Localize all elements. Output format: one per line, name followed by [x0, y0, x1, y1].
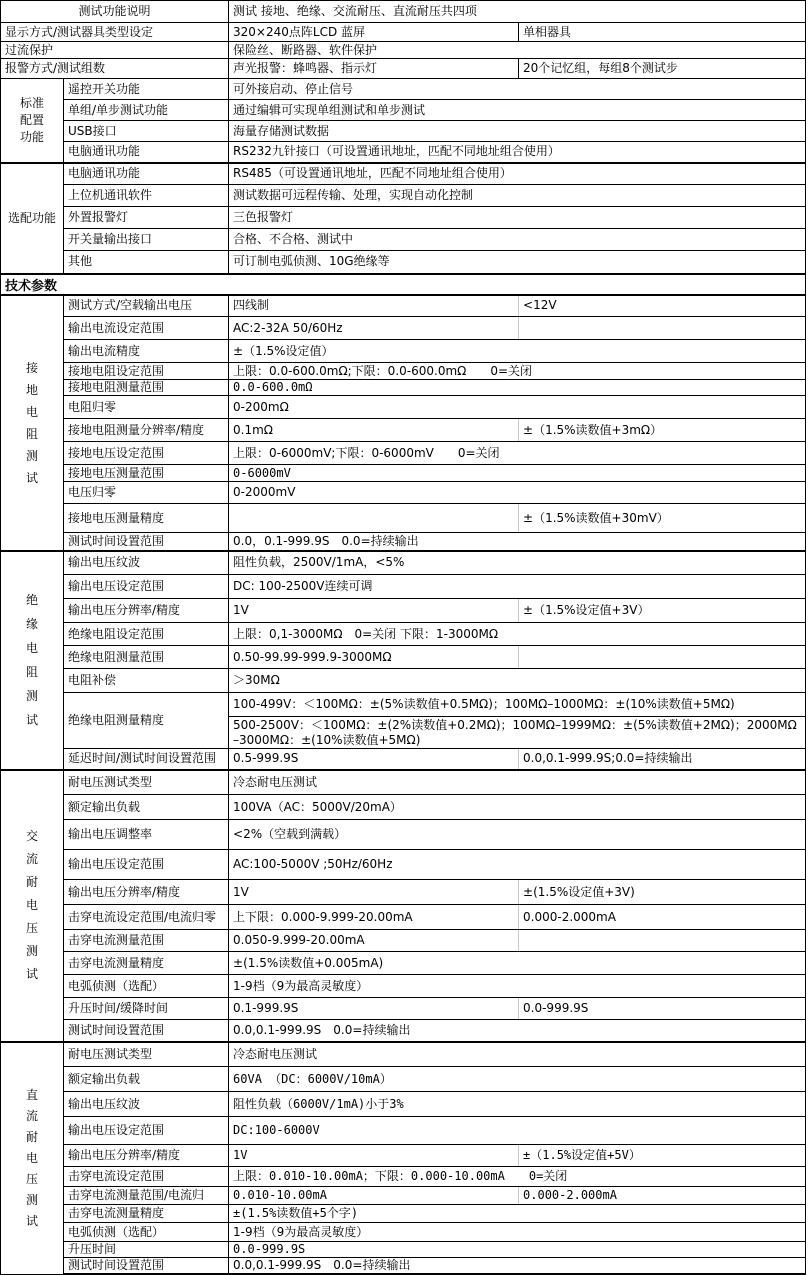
spec-row	[1, 59, 806, 79]
spec-row	[1, 1187, 806, 1205]
value-cell: 1V	[229, 880, 519, 905]
value-cell: DC: 100-2500V连续可调	[229, 575, 806, 599]
spec-row	[1, 42, 806, 59]
spec-row	[1, 646, 806, 669]
value-cell: 保险丝、断路器、软件保护	[229, 42, 806, 59]
row-label-cell: 输出电压分辨率/精度	[64, 599, 229, 623]
spec-row	[1, 1020, 806, 1042]
row-label-cell: 耐电压测试类型	[64, 770, 229, 795]
value2-cell	[519, 930, 806, 952]
section-label-line: 试	[25, 967, 38, 981]
value-cell: ±（1.5%设定值）	[229, 340, 806, 363]
value-cell: 上限：0,1-3000MΩ 0=关闭 下限：1-3000MΩ	[229, 623, 806, 646]
spec-row	[1, 551, 806, 575]
section-label-line: 缘	[25, 617, 38, 631]
value-cell: DC:100-6000V	[229, 1117, 806, 1145]
value-cell: 1V	[229, 599, 519, 623]
row-label-cell: 额定输出负载	[64, 1067, 229, 1092]
value2-cell	[519, 646, 806, 669]
section-label-line: 试	[25, 1213, 38, 1228]
spec-row	[1, 317, 806, 340]
value-cell: 60VA （DC：6000V/10mA）	[229, 1067, 806, 1092]
value2-cell: ±（1.5%读数值+3mΩ）	[519, 419, 806, 442]
spec-row	[1, 207, 806, 229]
row-label-cell: 测试功能说明	[1, 1, 229, 23]
value-cell: 100VA（AC：5000V/20mA）	[229, 795, 806, 820]
value2-cell: ±（1.5%读数值+30mV）	[519, 504, 806, 533]
spec-row	[1, 770, 806, 795]
spec-row	[1, 930, 806, 952]
section-label-line: 绝	[25, 593, 38, 607]
spec-row	[1, 1242, 806, 1258]
section-label-line: 电	[25, 898, 38, 912]
section-label-line: 阻	[25, 426, 38, 441]
value-cell: 320×240点阵LCD 蓝屏	[229, 23, 519, 42]
spec-row	[1, 185, 806, 207]
row-label-cell: 绝缘电阻测量范围	[64, 646, 229, 669]
section-label-line: 电	[25, 1150, 38, 1165]
spec-row	[1, 1145, 806, 1167]
spec-row	[1, 820, 806, 850]
value2-cell: 单相器具	[519, 23, 806, 42]
section-label-line: 选配功能	[7, 210, 56, 225]
section-label-line: 试	[25, 713, 38, 727]
value-cell	[229, 504, 519, 533]
value-cell: 阻性负载（6000V/1mA)小于3%	[229, 1092, 806, 1117]
spec-table-body	[1, 1, 806, 1275]
row-label-cell: 接地电压设定范围	[64, 442, 229, 465]
row-label-cell: 接地电阻测量范围	[64, 380, 229, 396]
spec-row	[1, 795, 806, 820]
spec-row	[1, 363, 806, 380]
spec-row	[1, 1223, 806, 1242]
row-label-cell: 升压时间/缓降时间	[64, 998, 229, 1020]
spec-row	[1, 163, 806, 185]
row-label-cell: 输出电压调整率	[64, 820, 229, 850]
spec-row	[1, 1205, 806, 1223]
value2-cell: ±（1.5%设定值+3V）	[519, 599, 806, 623]
row-label-cell: 输出电压纹波	[64, 1092, 229, 1117]
section-label-line: 耐	[25, 875, 38, 889]
spec-row	[1, 952, 806, 975]
value-cell: ±(1.5%读数值+5个字)	[229, 1205, 806, 1223]
section-label-cell	[1, 163, 64, 274]
value2-cell: ±(1.5%设定值+3V)	[519, 880, 806, 905]
value-cell: 100-499V：＜100MΩ：±(5%读数值+0.5MΩ)；100MΩ–1000MΩ：±(10%读数值+5MΩ)	[229, 693, 806, 717]
section-label-line: 压	[25, 1171, 38, 1186]
value-cell: 0.0-600.0mΩ	[229, 380, 806, 396]
spec-row	[1, 121, 806, 142]
row-label-cell: 电脑通讯功能	[64, 142, 229, 163]
section-label-line: 交	[25, 829, 38, 843]
row-label-cell: 电弧侦测（选配）	[64, 1223, 229, 1242]
section-label-line: 电	[25, 404, 38, 419]
row-label-cell: 击穿电流测量范围/电流归	[64, 1187, 229, 1205]
spec-row	[1, 749, 806, 770]
value-cell: 上限：0.0-600.0mΩ;下限：0.0-600.0mΩ 0=关闭	[229, 363, 806, 380]
value-cell: 0-2000mV	[229, 482, 806, 504]
row-label-cell: 单组/单步测试功能	[64, 100, 229, 121]
section-label-line: 压	[25, 921, 38, 935]
spec-row	[1, 295, 806, 317]
spec-row	[1, 850, 806, 880]
section-label-line: 测	[25, 448, 38, 463]
value-cell: 阻性负载，2500V/1mA，<5%	[229, 551, 806, 575]
row-label-cell: 击穿电流测量精度	[64, 952, 229, 975]
section-label-line: 流	[25, 1108, 38, 1123]
value-cell: 声光报警：蜂鸣器、指示灯	[229, 59, 519, 79]
spec-row	[1, 79, 806, 100]
value-cell: 可订制电弧侦测、10G绝缘等	[229, 251, 806, 274]
spec-row	[1, 998, 806, 1020]
value-cell: 1-9档（9为最高灵敏度）	[229, 975, 806, 998]
section-label-line: 流	[25, 852, 38, 866]
row-label-cell: 输出电压设定范围	[64, 1117, 229, 1145]
value-cell: 500-2500V：＜100MΩ：±(2%读数值+0.2MΩ)；100MΩ–1999MΩ：±(5%读数值+2MΩ)；2000MΩ–3000MΩ：±(10%读数值+5MΩ)	[229, 717, 806, 749]
value2-cell: 20个记忆组，每组8个测试步	[519, 59, 806, 79]
spec-row	[1, 442, 806, 465]
row-label-cell: 输出电流精度	[64, 340, 229, 363]
value-cell: 冷态耐电压测试	[229, 770, 806, 795]
row-label-cell: 耐电压测试类型	[64, 1042, 229, 1067]
value-cell: 0-200mΩ	[229, 396, 806, 419]
spec-row	[1, 975, 806, 998]
spec-row	[1, 396, 806, 419]
row-label-cell: 电阻归零	[64, 396, 229, 419]
row-label-cell: 其他	[64, 251, 229, 274]
value-cell: AC:100-5000V ;50Hz/60Hz	[229, 850, 806, 880]
section-label-line: 试	[25, 470, 38, 485]
value2-cell: 0.0-999.9S	[519, 998, 806, 1020]
section-label-line: 直	[25, 1087, 38, 1102]
row-label-cell: 接地电压测量范围	[64, 465, 229, 482]
row-label-cell: 输出电流设定范围	[64, 317, 229, 340]
row-label-cell: 输出电压纹波	[64, 551, 229, 575]
section-label-line: 耐	[25, 1129, 38, 1144]
section-label-cell	[1, 295, 64, 551]
row-label-cell: 上位机通讯软件	[64, 185, 229, 207]
spec-row	[1, 623, 806, 646]
value-cell: 0.0,0.1-999.9S 0.0=持续输出	[229, 1020, 806, 1042]
spec-row	[1, 465, 806, 482]
value2-cell	[519, 317, 806, 340]
value-cell: RS232九针接口（可设置通讯地址，匹配不同地址组合使用）	[229, 142, 806, 163]
row-label-cell: 击穿电流测量范围	[64, 930, 229, 952]
value-cell: 0.010-10.00mA	[229, 1187, 519, 1205]
spec-row	[1, 23, 806, 42]
value2-cell: 0.000-2.000mA	[519, 1187, 806, 1205]
value-cell: 通过编辑可实现单组测试和单步测试	[229, 100, 806, 121]
spec-row	[1, 533, 806, 551]
spec-row	[1, 693, 806, 717]
spec-row	[1, 229, 806, 251]
value-cell: AC:2-32A 50/60Hz	[229, 317, 519, 340]
value-cell: 测试 接地、绝缘、交流耐压、直流耐压共四项	[229, 1, 806, 23]
section-label-cell	[1, 79, 64, 163]
spec-row	[1, 1258, 806, 1275]
section-label-line: 阻	[25, 665, 38, 679]
spec-row	[1, 482, 806, 504]
row-label-cell: 测试时间设置范围	[64, 1258, 229, 1275]
value2-cell: 0.0,0.1-999.9S;0.0=持续输出	[519, 749, 806, 770]
value-cell: 冷态耐电压测试	[229, 1042, 806, 1067]
row-label-cell: 绝缘电阻测量精度	[64, 693, 229, 749]
value-cell: 0.50-99.99-999.9-3000MΩ	[229, 646, 519, 669]
value-cell: ±(1.5%读数值+0.005mA)	[229, 952, 806, 975]
value-cell: 上下限：0.000-9.999-20.00mA	[229, 905, 519, 930]
spec-row	[1, 1067, 806, 1092]
row-label-cell: 电弧侦测（选配）	[64, 975, 229, 998]
row-label-cell: USB接口	[64, 121, 229, 142]
value-cell: 合格、不合格、测试中	[229, 229, 806, 251]
row-label-cell: 延迟时间/测试时间设置范围	[64, 749, 229, 770]
row-label-cell: 开关量输出接口	[64, 229, 229, 251]
section-label-line: 电	[25, 641, 38, 655]
row-label-cell: 接地电阻设定范围	[64, 363, 229, 380]
spec-row	[1, 880, 806, 905]
section-label-cell	[1, 770, 64, 1042]
row-label-cell: 电脑通讯功能	[64, 163, 229, 185]
spec-row	[1, 1042, 806, 1067]
section-label-cell	[1, 1042, 64, 1275]
value-cell: 0.0，0.1-999.9S 0.0=持续输出	[229, 533, 806, 551]
row-label-cell: 升压时间	[64, 1242, 229, 1258]
row-label-cell: 输出电压分辨率/精度	[64, 1145, 229, 1167]
value-cell: 三色报警灯	[229, 207, 806, 229]
section-label-line: 标准	[19, 95, 44, 110]
row-label-cell: 输出电压分辨率/精度	[64, 880, 229, 905]
row-label-cell: 电阻补偿	[64, 669, 229, 693]
row-label-cell: 输出电压设定范围	[64, 850, 229, 880]
value-cell: 0.0-999.9S	[229, 1242, 806, 1258]
row-label-cell: 接地电阻测量分辨率/精度	[64, 419, 229, 442]
value-cell: 上限：0.010-10.00mA；下限：0.000-10.00mA 0=关闭	[229, 1167, 806, 1187]
spec-row	[1, 599, 806, 623]
row-label-cell: 击穿电流测量精度	[64, 1205, 229, 1223]
spec-row	[1, 251, 806, 274]
spec-row	[1, 504, 806, 533]
value-cell: <2%（空载到满载）	[229, 820, 806, 850]
section-label-line: 测	[25, 944, 38, 958]
value2-cell: <12V	[519, 295, 806, 317]
spec-row	[1, 905, 806, 930]
spec-row	[1, 100, 806, 121]
value-cell: 0-6000mV	[229, 465, 806, 482]
value2-cell: ±（1.5%设定值+5V）	[519, 1145, 806, 1167]
value-cell: 0.1-999.9S	[229, 998, 519, 1020]
row-label-cell: 过流保护	[1, 42, 229, 59]
section-label-line: 接	[25, 360, 38, 375]
row-label-cell: 击穿电流设定范围/电流归零	[64, 905, 229, 930]
spec-row	[1, 1, 806, 23]
tech-params-row	[1, 274, 806, 295]
value-cell: 0.5-999.9S	[229, 749, 519, 770]
spec-row	[1, 142, 806, 163]
value-cell: 上限：0-6000mV;下限：0-6000mV 0=关闭	[229, 442, 806, 465]
row-label-cell: 输出电压设定范围	[64, 575, 229, 599]
spec-row	[1, 1117, 806, 1145]
row-label-cell: 额定输出负载	[64, 795, 229, 820]
value-cell: 0.1mΩ	[229, 419, 519, 442]
row-label-cell: 绝缘电阻设定范围	[64, 623, 229, 646]
row-label-cell: 外置报警灯	[64, 207, 229, 229]
value-cell: ＞30MΩ	[229, 669, 806, 693]
value-cell: 1V	[229, 1145, 519, 1167]
section-label-line: 配置	[19, 112, 44, 127]
row-label-cell: 测试方式/空载输出电压	[64, 295, 229, 317]
row-label-cell: 电压归零	[64, 482, 229, 504]
section-label-cell	[1, 551, 64, 770]
spec-row	[1, 380, 806, 396]
value2-cell: 0.000-2.000mA	[519, 905, 806, 930]
spec-row	[1, 575, 806, 599]
section-label-line: 测	[25, 1192, 38, 1207]
row-label-cell: 测试时间设置范围	[64, 1020, 229, 1042]
value-cell: 可外接启动、停止信号	[229, 79, 806, 100]
row-label-cell: 测试时间设置范围	[64, 533, 229, 551]
value-cell: 四线制	[229, 295, 519, 317]
spec-row	[1, 669, 806, 693]
row-label-cell: 遥控开关功能	[64, 79, 229, 100]
row-label-cell: 接地电压测量精度	[64, 504, 229, 533]
spec-row	[1, 1092, 806, 1117]
value-cell: 海量存储测试数据	[229, 121, 806, 142]
spec-row	[1, 1167, 806, 1187]
row-label-cell: 击穿电流设定范围	[64, 1167, 229, 1187]
section-label-line: 测	[25, 689, 38, 703]
spec-row	[1, 419, 806, 442]
value-cell: 1-9档（9为最高灵敏度）	[229, 1223, 806, 1242]
section-label-line: 功能	[19, 129, 44, 144]
section-label-line: 地	[25, 382, 38, 397]
tech-params-heading: 技术参数	[1, 274, 806, 295]
row-label-cell: 报警方式/测试组数	[1, 59, 229, 79]
spec-row	[1, 340, 806, 363]
row-label-cell: 显示方式/测试器具类型设定	[1, 23, 229, 42]
value-cell: RS485（可设置通讯地址，匹配不同地址组合使用）	[229, 163, 806, 185]
value-cell: 测试数据可远程传输、处理，实现自动化控制	[229, 185, 806, 207]
value-cell: 0.0,0.1-999.9S 0.0=持续输出	[229, 1258, 806, 1275]
value-cell: 0.050-9.999-20.00mA	[229, 930, 519, 952]
